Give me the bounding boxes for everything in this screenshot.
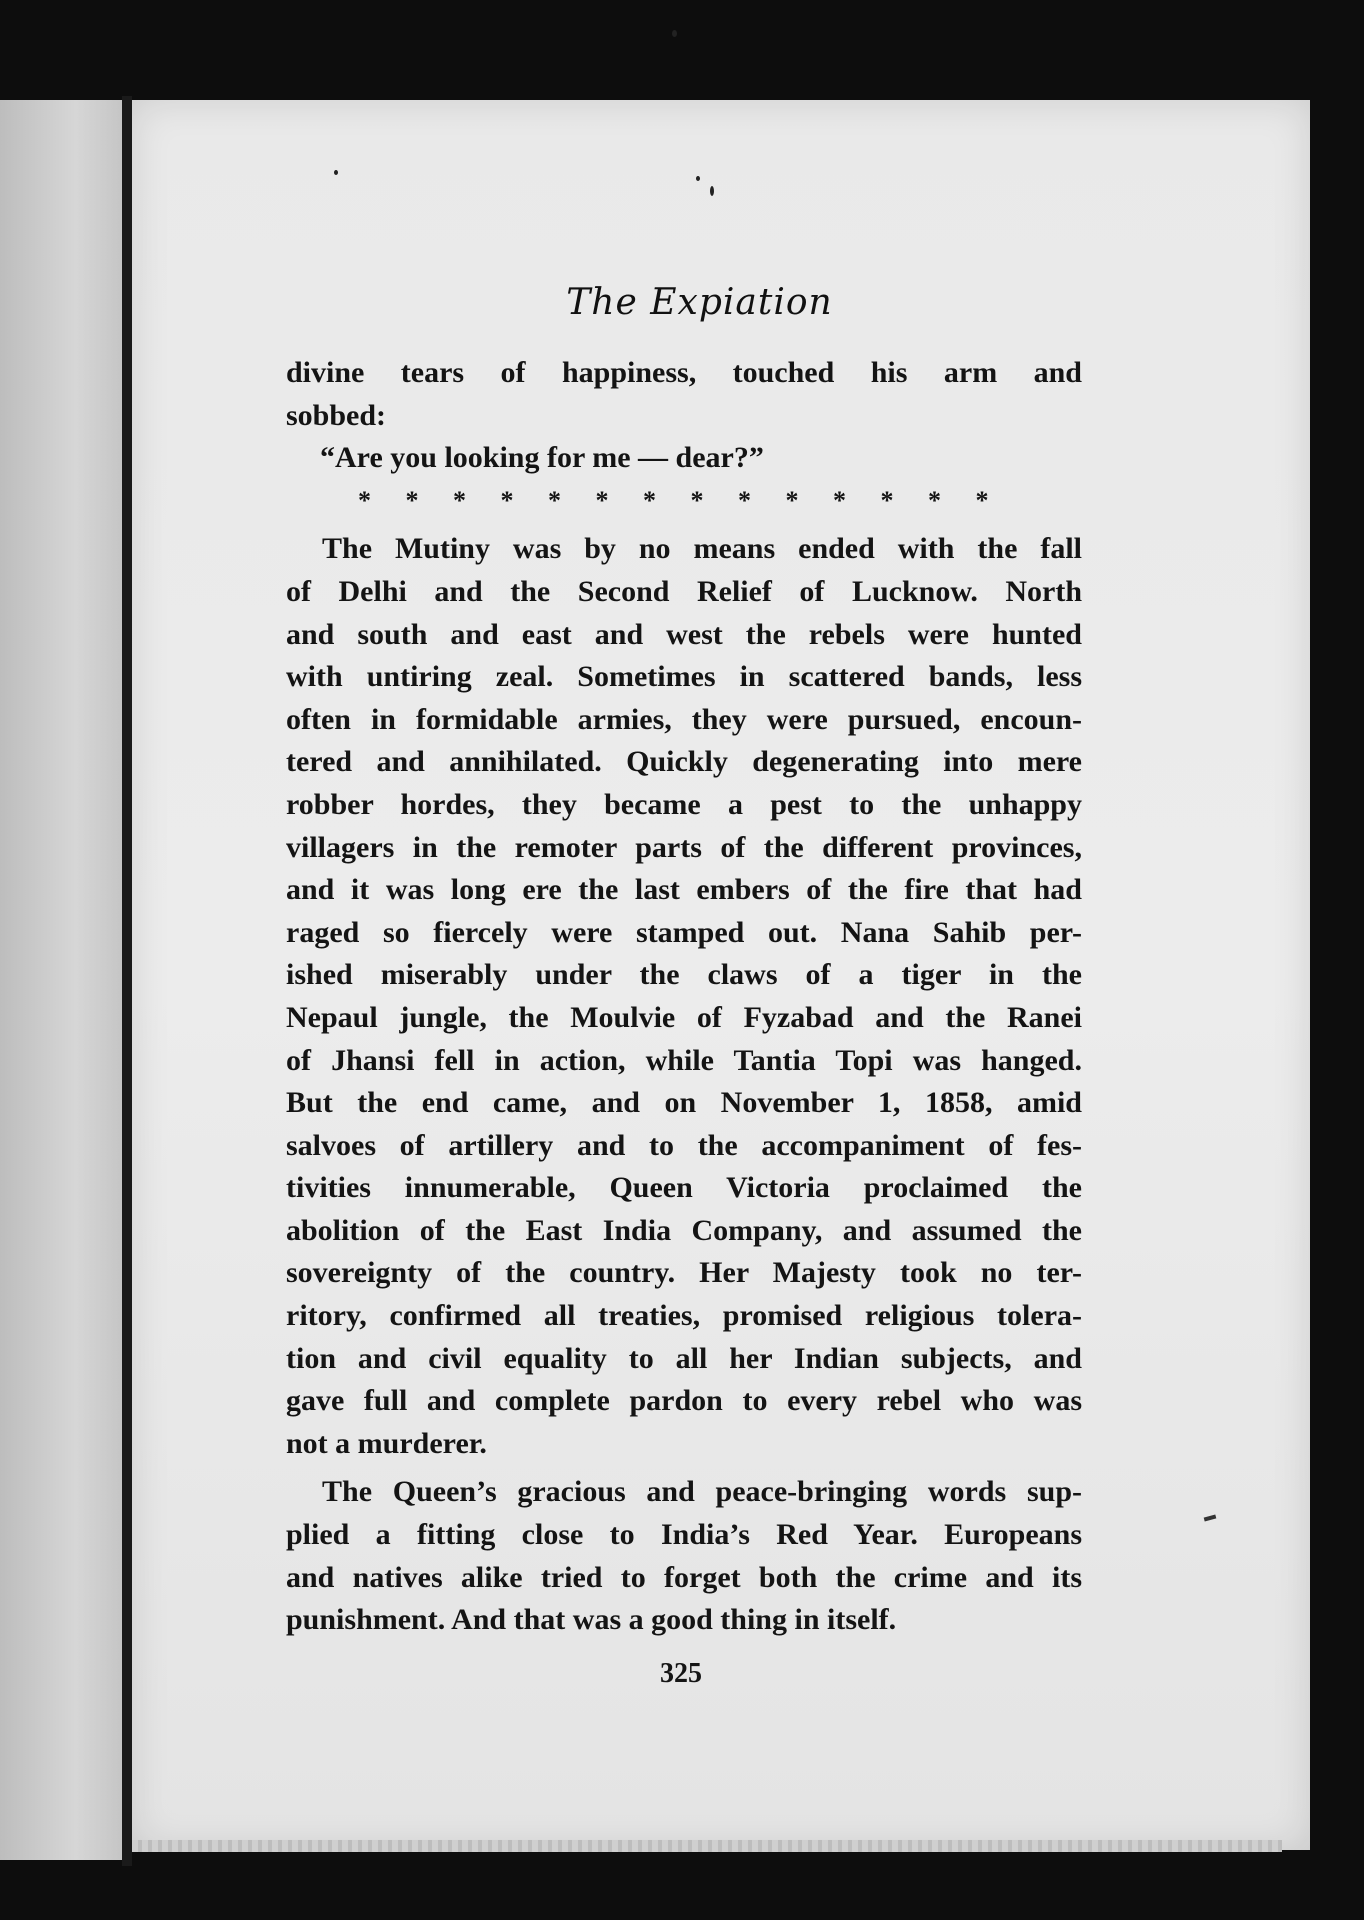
body-line: But the end came, and on November 1, 1858, amid <box>286 1086 1082 1120</box>
body-line: divine tears of happiness, touched his arm and <box>286 356 1082 389</box>
body-line: villagers in the remoter parts of the different provinces, <box>286 830 1082 864</box>
body-line: salvoes of artillery and to the accompaniment of fes- <box>286 1128 1082 1162</box>
scan-speck <box>710 186 714 196</box>
body-line: Nepaul jungle, the Moulvie of Fyzabad and the Ranei <box>286 1000 1082 1034</box>
page-number: 325 <box>660 1658 702 1689</box>
scan-speck <box>672 30 677 37</box>
paragraph <box>286 1471 1082 1641</box>
dialogue-quote: “Are you looking for me — dear?” <box>320 441 764 475</box>
body-line: of Delhi and the Second Relief of Lucknow. North <box>286 574 1082 608</box>
body-line: and south and east and west the rebels were hunted <box>286 617 1082 651</box>
section-break-asterisks: * * * * * * * * * * * * * * <box>358 485 1003 515</box>
body-line: and natives alike tried to forget both the crime and its <box>286 1560 1082 1594</box>
body-line: with untiring zeal. Sometimes in scattered bands, less <box>286 660 1082 694</box>
body-line: The Queen’s gracious and peace-bringing words sup- <box>322 1475 1082 1509</box>
scan-speck <box>334 170 338 175</box>
body-line: tion and civil equality to all her Indian subjects, and <box>286 1341 1082 1375</box>
body-line: tivities innumerable, Queen Victoria proclaimed the <box>286 1171 1082 1205</box>
body-line: sobbed: <box>286 398 387 432</box>
body-line: not a murderer. <box>286 1426 487 1460</box>
paragraph <box>286 528 1082 1465</box>
body-line: and it was long ere the last embers of the fire that had <box>286 873 1082 907</box>
page-stack-edge <box>132 1840 1282 1852</box>
running-head: The Expiation <box>566 282 833 323</box>
body-line: robber hordes, they became a pest to the unhappy <box>286 787 1082 821</box>
body-line: tered and annihilated. Quickly degenerating into mere <box>286 745 1082 779</box>
body-line: sovereignty of the country. Her Majesty took no ter- <box>286 1256 1082 1290</box>
page-body <box>286 352 1082 1642</box>
body-line: ritory, confirmed all treaties, promised religious tolera- <box>286 1299 1082 1333</box>
body-line: The Mutiny was by no means ended with the fall <box>322 532 1082 566</box>
body-line: often in formidable armies, they were pursued, encoun- <box>286 702 1082 736</box>
book-gutter <box>122 96 132 1866</box>
body-line: gave full and complete pardon to every rebel who was <box>286 1384 1082 1418</box>
facing-page-edge <box>0 100 126 1860</box>
body-line: plied a fitting close to India’s Red Year. Europeans <box>286 1518 1082 1552</box>
body-line: raged so fiercely were stamped out. Nana Sahib per- <box>286 915 1082 949</box>
body-line: abolition of the East India Company, and assumed the <box>286 1213 1082 1247</box>
body-line: ished miserably under the claws of a tiger in the <box>286 958 1082 992</box>
body-line: of Jhansi fell in action, while Tantia Topi was hanged. <box>286 1043 1082 1077</box>
body-line: punishment. And that was a good thing in itself. <box>286 1603 897 1637</box>
scan-speck <box>696 176 700 181</box>
